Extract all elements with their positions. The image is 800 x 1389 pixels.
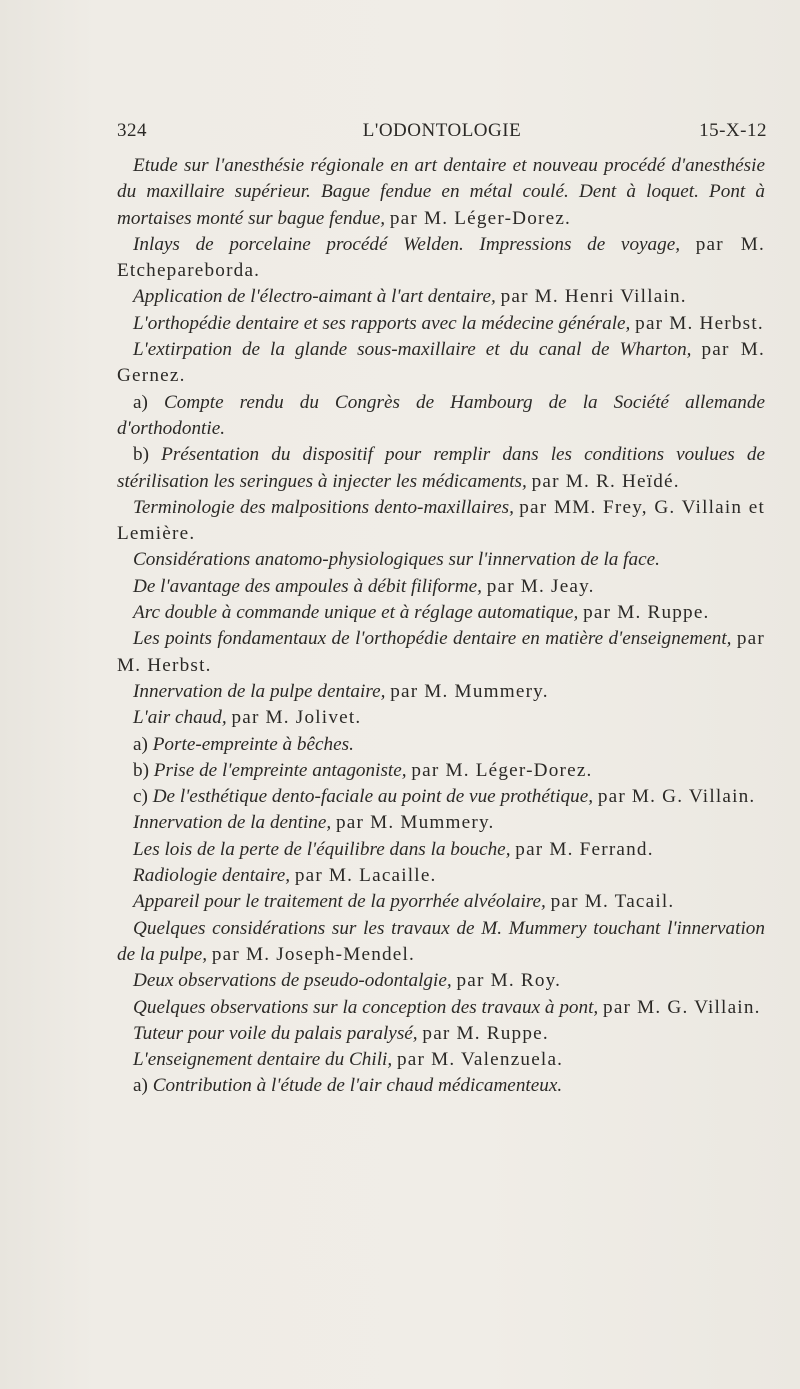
- page-number: 324: [117, 120, 147, 141]
- entry-author: par M. Mummery.: [390, 680, 549, 702]
- entry-title: Application de l'électro-aimant à l'art dentaire,: [133, 286, 496, 308]
- entry-author: par M. Joseph-Mendel.: [211, 943, 416, 965]
- entry-author: par M. Léger-Dorez.: [389, 207, 572, 229]
- entry-item: [117, 390, 765, 443]
- entry-title: Arc double à commande unique et à réglage automatique,: [133, 602, 579, 624]
- entry-title: De l'avantage des ampoules à débit filiforme,: [133, 575, 482, 597]
- entry-title: Les points fondamentaux de l'orthopédie dentaire en matière d'enseignement,: [133, 628, 732, 650]
- entry-title: L'enseignement dentaire du Chili,: [133, 1049, 393, 1071]
- entry-item: [117, 863, 765, 889]
- entry-item: [117, 547, 765, 573]
- entry-prefix: a): [133, 1075, 153, 1097]
- entry-author: par M. Etchepareborda.: [117, 233, 766, 282]
- issue-date: 15-X-12: [699, 120, 767, 141]
- entry-title: De l'esthétique dento-faciale au point de vue prothétique,: [152, 786, 594, 808]
- entry-title: Quelques observations sur la conception des travaux à pont,: [133, 996, 599, 1018]
- entry-item: [117, 600, 765, 626]
- entry-title: Inlays de porcelaine procédé Welden. Impressions de voyage,: [133, 233, 681, 255]
- entry-title: Porte-empreinte à bêches.: [152, 733, 354, 755]
- entry-author: par M. Mummery.: [336, 812, 495, 834]
- entry-item: [117, 1021, 765, 1047]
- entry-author: par M. Jolivet.: [231, 707, 362, 729]
- running-header: [117, 120, 767, 144]
- entry-title: Quelques considérations sur les travaux de M. Mummery touchant l'innervation de la pulpe,: [117, 917, 765, 965]
- entry-title: Innervation de la pulpe dentaire,: [133, 680, 386, 702]
- entry-item: [117, 337, 765, 390]
- entry-author: par M. G. Villain.: [603, 996, 761, 1018]
- entry-item: [117, 1073, 765, 1099]
- entry-title: Prise de l'empreinte antagoniste,: [153, 759, 407, 781]
- entry-item: [117, 784, 765, 810]
- entry-author: par M. G. Villain.: [597, 786, 756, 808]
- entry-prefix: b): [133, 444, 162, 466]
- entry-title: L'air chaud,: [133, 707, 227, 729]
- entry-author: par MM. Frey, G. Villain et Lemière.: [117, 496, 765, 545]
- entry-author: par M. Tacail.: [550, 891, 675, 913]
- entry-item: [117, 732, 765, 758]
- entry-prefix: a): [133, 733, 153, 755]
- entry-item: [117, 232, 765, 285]
- entry-item: [117, 837, 765, 863]
- entry-item: [117, 679, 765, 705]
- entry-author: par M. Ruppe.: [422, 1022, 549, 1044]
- entry-title: Etude sur l'anesthésie régionale en art dentaire et nouveau procédé d'anesthésie du maxillaire supérieur. Bague fendue en métal coulé. Dent à loquet. Pont à mortaises monté sur bague fendue,: [117, 155, 765, 229]
- entry-author: par M. Roy.: [456, 970, 562, 992]
- entry-item: [117, 311, 765, 337]
- entry-author: par M. Jeay.: [486, 575, 595, 597]
- entry-author: par M. Valenzuela.: [397, 1049, 564, 1071]
- entry-item: [117, 916, 765, 969]
- entry-title: L'extirpation de la glande sous-maxillaire et du canal de Wharton,: [133, 339, 692, 361]
- entry-item: [117, 995, 765, 1021]
- entry-author: par M. Gernez.: [117, 339, 766, 387]
- entry-item: [117, 889, 765, 915]
- entry-title: Présentation du dispositif pour remplir dans les conditions voulues de stérilisation les seringues à injecter les médicaments,: [117, 444, 765, 492]
- bibliography-list: [117, 153, 765, 1100]
- entry-author: par M. Lacaille.: [294, 865, 437, 887]
- entry-item: [117, 705, 765, 731]
- entry-item: [117, 968, 765, 994]
- entry-title: Radiologie dentaire,: [133, 865, 291, 887]
- entry-item: [117, 1047, 765, 1073]
- entry-author: par M. Léger-Dorez.: [411, 759, 593, 781]
- entry-title: L'orthopédie dentaire et ses rapports avec la médecine générale,: [133, 312, 631, 334]
- entry-author: par M. Ferrand.: [515, 838, 654, 860]
- entry-author: par M. Herbst.: [635, 312, 764, 334]
- entry-item: [117, 495, 765, 548]
- entry-title: Deux observations de pseudo-odontalgie,: [133, 970, 452, 992]
- entry-item: [117, 626, 765, 679]
- entry-title: Tuteur pour voile du palais paralysé,: [133, 1022, 418, 1044]
- entry-author: par M. R. Heïdé.: [531, 470, 680, 492]
- entry-prefix: c): [133, 786, 153, 808]
- entry-title: Appareil pour le traitement de la pyorrhée alvéolaire,: [133, 891, 546, 913]
- entry-item: [117, 153, 765, 232]
- entry-author: par M. Henri Villain.: [500, 286, 687, 308]
- entry-prefix: a): [133, 391, 164, 413]
- entry-item: [117, 574, 765, 600]
- entry-author: par M. Herbst.: [117, 628, 765, 676]
- entry-prefix: b): [133, 759, 154, 781]
- entry-title: Innervation de la dentine,: [133, 812, 332, 834]
- entry-author: par M. Ruppe.: [583, 602, 710, 624]
- entry-item: [117, 442, 765, 495]
- entry-item: [117, 284, 765, 310]
- entry-title: Contribution à l'étude de l'air chaud médicamenteux.: [152, 1075, 563, 1097]
- entry-title: Considérations anatomo-physiologiques sur l'innervation de la face.: [133, 549, 660, 571]
- entry-item: [117, 810, 765, 836]
- entry-title: Compte rendu du Congrès de Hambourg de la Société allemande d'orthodontie.: [117, 391, 765, 439]
- journal-title: L'ODONTOLOGIE: [362, 120, 522, 141]
- entry-title: Les lois de la perte de l'équilibre dans la bouche,: [133, 838, 511, 860]
- entry-title: Terminologie des malpositions dento-maxillaires,: [133, 496, 514, 518]
- entry-item: [117, 758, 765, 784]
